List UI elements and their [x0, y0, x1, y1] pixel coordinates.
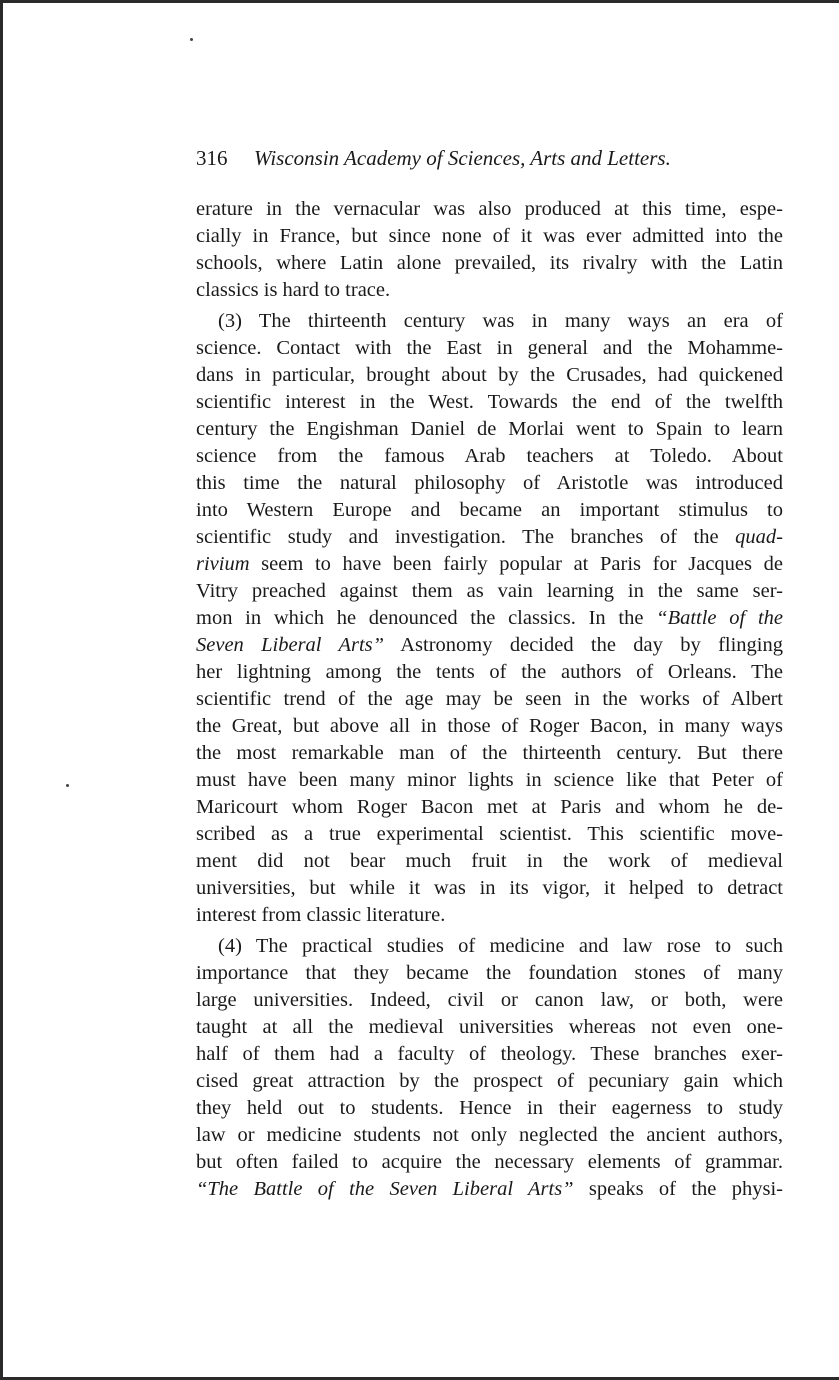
text-segment: cised great attraction by the prospect of pecuniary gain which — [196, 1070, 783, 1092]
text-line — [196, 902, 783, 929]
text-line — [196, 848, 783, 875]
text-line — [196, 443, 783, 470]
text-line — [196, 1041, 783, 1068]
text-line — [196, 1068, 783, 1095]
text-segment: scientific trend of the age may be seen in the works of Albert — [196, 688, 783, 710]
text-segment: ment did not bear much fruit in the work of medieval — [196, 850, 783, 872]
text-line — [196, 1122, 783, 1149]
text-segment: speaks of the physi- — [573, 1178, 784, 1200]
italic-segment: “Battle of the — [656, 607, 783, 629]
text-segment: schools, where Latin alone prevailed, its rivalry with the Latin — [196, 252, 783, 274]
text-line — [196, 1095, 783, 1122]
text-segment: importance that they became the foundation stones of many — [196, 962, 783, 984]
text-segment: the most remarkable man of the thirteenth century. But there — [196, 742, 783, 764]
text-line — [196, 1176, 783, 1203]
text-segment: the Great, but above all in those of Roger Bacon, in many ways — [196, 715, 783, 737]
text-segment: large universities. Indeed, civil or canon law, or both, were — [196, 989, 783, 1011]
text-line — [196, 578, 783, 605]
text-segment: Vitry preached against them as vain learning in the same ser- — [196, 580, 783, 602]
text-line — [196, 470, 783, 497]
text-line — [196, 794, 783, 821]
text-segment: scientific interest in the West. Towards the end of the twelfth — [196, 391, 783, 413]
text-segment: Astronomy decided the day by flinging — [384, 634, 783, 656]
text-segment: scientific study and investigation. The branches of the — [196, 526, 736, 548]
text-segment: erature in the vernacular was also produced at this time, espe- — [196, 198, 783, 220]
text-segment: taught at all the medieval universities whereas not even one- — [196, 1016, 783, 1038]
text-line — [196, 960, 783, 987]
text-segment: classics is hard to trace. — [196, 279, 391, 301]
text-line — [196, 987, 783, 1014]
text-segment: science. Contact with the East in general and the Mohamme- — [196, 337, 783, 359]
text-line — [196, 389, 783, 416]
text-line — [196, 250, 783, 277]
text-line — [196, 362, 783, 389]
text-segment: they held out to students. Hence in their eagerness to study — [196, 1097, 783, 1119]
text-segment: law or medicine students not only neglected the ancient authors, — [196, 1124, 783, 1146]
text-line — [218, 933, 783, 960]
text-line — [196, 767, 783, 794]
text-segment: universities, but while it was in its vigor, it helped to detract — [196, 877, 783, 899]
italic-segment: Seven Liberal Arts” — [196, 634, 385, 656]
text-line — [196, 335, 783, 362]
text-line — [196, 632, 783, 659]
text-line — [196, 740, 783, 767]
text-line — [196, 1149, 783, 1176]
text-line — [196, 223, 783, 250]
text-line — [196, 196, 783, 223]
text-line — [196, 416, 783, 443]
text-segment: seem to have been fairly popular at Paris for Jacques de — [249, 553, 783, 575]
text-segment: this time the natural philosophy of Aristotle was introduced — [196, 472, 783, 494]
page-number: 316 — [196, 146, 228, 170]
text-line — [196, 713, 783, 740]
text-line — [196, 1014, 783, 1041]
text-segment: dans in particular, brought about by the Crusades, had quickened — [196, 364, 783, 386]
text-line — [196, 659, 783, 686]
text-segment: mon in which he denounced the classics. In the — [196, 607, 657, 629]
text-segment: into Western Europe and became an important stimulus to — [196, 499, 783, 521]
text-segment: science from the famous Arab teachers at Toledo. About — [196, 445, 783, 467]
text-segment: cially in France, but since none of it was ever admitted into the — [196, 225, 783, 247]
text-segment: must have been many minor lights in science like that Peter of — [196, 769, 783, 791]
text-segment: half of them had a faculty of theology. These branches exer- — [196, 1043, 783, 1065]
text-line — [196, 605, 783, 632]
page-header — [196, 143, 786, 173]
scan-speck — [190, 38, 193, 41]
text-line — [196, 524, 783, 551]
text-segment: her lightning among the tents of the authors of Orleans. The — [196, 661, 783, 683]
running-title: Wisconsin Academy of Sciences, Arts and Letters. — [254, 146, 671, 170]
text-line — [196, 875, 783, 902]
text-line — [196, 686, 783, 713]
text-line — [196, 551, 783, 578]
scan-edge-top — [0, 0, 839, 3]
text-segment: century the Engishman Daniel de Morlai went to Spain to learn — [196, 418, 783, 440]
italic-segment: rivium — [196, 553, 250, 575]
italic-segment: “The Battle of the Seven Liberal Arts” — [196, 1178, 574, 1200]
text-line — [196, 277, 783, 304]
text-line — [196, 497, 783, 524]
text-segment: Maricourt whom Roger Bacon met at Paris and whom he de- — [196, 796, 783, 818]
text-segment: scribed as a true experimental scientist. This scientific move- — [196, 823, 783, 845]
text-segment: but often failed to acquire the necessary elements of grammar. — [196, 1151, 783, 1173]
text-segment: (3) The thirteenth century was in many ways an era of — [218, 310, 783, 332]
scan-speck — [66, 784, 69, 787]
text-segment: interest from classic literature. — [196, 904, 446, 926]
text-segment: (4) The practical studies of medicine and law rose to such — [218, 935, 783, 957]
italic-segment: quad- — [735, 526, 783, 548]
text-line — [196, 821, 783, 848]
text-line — [218, 308, 783, 335]
scan-edge-left — [0, 0, 3, 1380]
